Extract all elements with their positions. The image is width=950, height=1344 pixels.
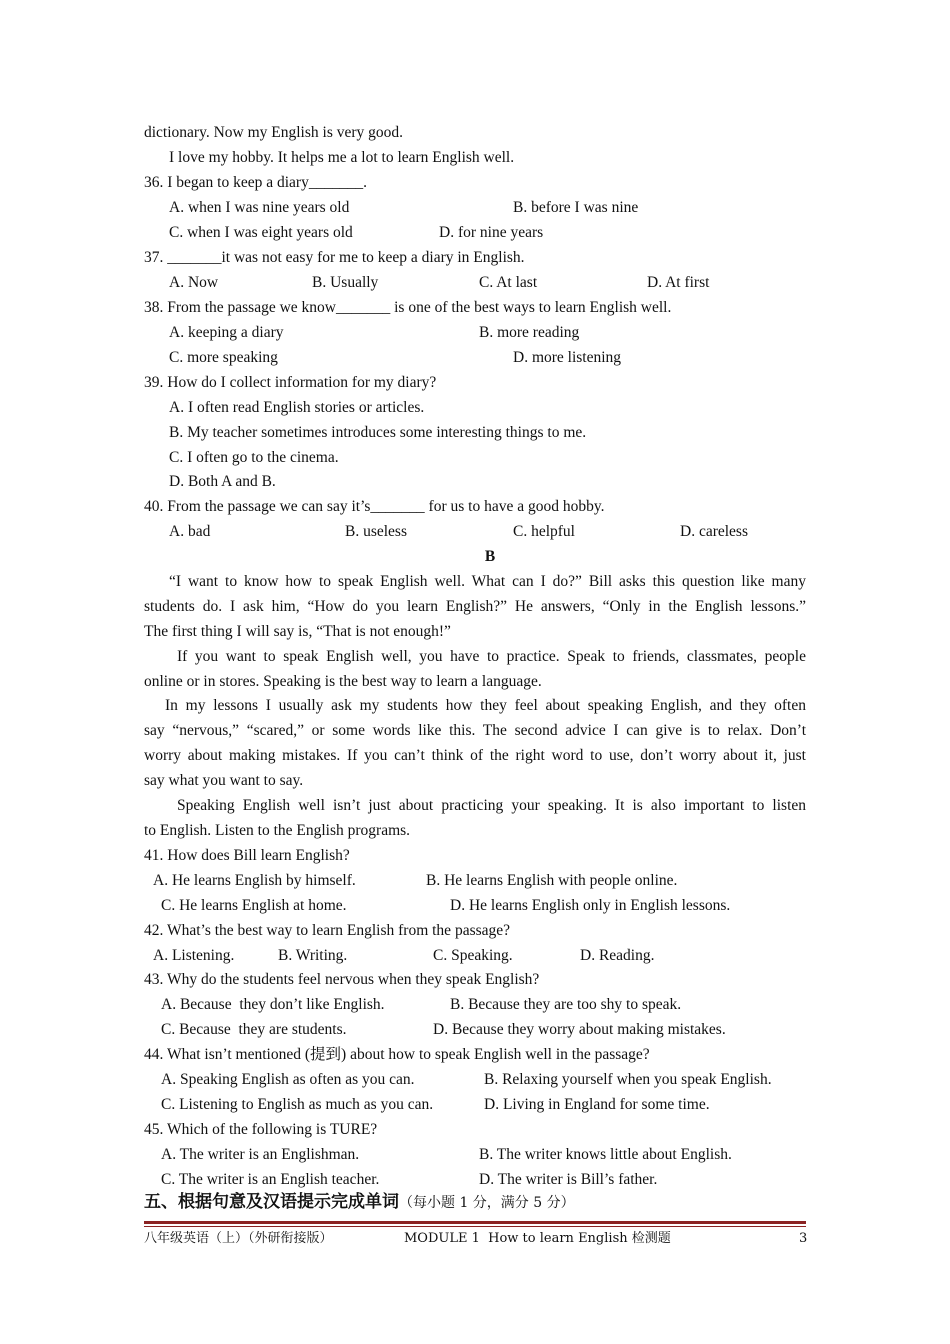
option-d: D. Reading.: [580, 947, 655, 964]
question-38-stem: 38. From the passage we know_______ is one of the best ways to learn English well.: [144, 299, 672, 316]
option-d: D. Both A and B.: [169, 473, 276, 490]
footer-left: 八年级英语（上）（外研衔接版）: [144, 1231, 333, 1246]
option-b: B. Writing.: [278, 947, 348, 964]
question-44-stem: 44. What isn’t mentioned (提到) about how to speak English well in the passage?: [144, 1046, 650, 1063]
passage-b-line: worry about making mistakes. If you can’t think of the right word to use, don’t worry about it, just: [144, 747, 806, 764]
option-b: B. The writer knows little about English.: [479, 1146, 732, 1163]
option-c: C. At last: [479, 274, 538, 291]
option-c: C. helpful: [513, 523, 575, 540]
question-36-stem: 36. I began to keep a diary_______.: [144, 174, 367, 191]
passage-b-line: The first thing I will say is, “That is not enough!”: [144, 623, 451, 640]
option-a: A. bad: [169, 523, 211, 540]
question-41-stem: 41. How does Bill learn English?: [144, 847, 350, 864]
section-5-note: （每小题 1 分，满分 5 分）: [399, 1195, 575, 1211]
option-a: A. Speaking English as often as you can.: [161, 1071, 415, 1088]
question-42-stem: 42. What’s the best way to learn English from the passage?: [144, 922, 511, 939]
section-b-title: B: [484, 548, 496, 565]
page-number: 3: [799, 1231, 808, 1246]
passage-b-line: “I want to know how to speak English well. What can I do?” Bill asks this question like many: [169, 573, 806, 590]
passage-a-line: I love my hobby. It helps me a lot to learn English well.: [169, 149, 515, 166]
option-c: C. He learns English at home.: [161, 897, 347, 914]
option-c: C. more speaking: [169, 349, 278, 366]
question-43-stem: 43. Why do the students feel nervous when they speak English?: [144, 971, 540, 988]
option-d: D. careless: [680, 523, 748, 540]
option-b: B. My teacher sometimes introduces some interesting things to me.: [169, 424, 587, 441]
passage-a-line: dictionary. Now my English is very good.: [144, 124, 404, 141]
passage-b-line: say what you want to say.: [144, 772, 304, 789]
passage-b-line: to English. Listen to the English programs.: [144, 822, 411, 839]
question-39-stem: 39. How do I collect information for my diary?: [144, 374, 437, 391]
option-b: B. more reading: [479, 324, 580, 341]
footer-rule-thin: [144, 1226, 806, 1227]
option-b: B. Relaxing yourself when you speak English.: [484, 1071, 772, 1088]
option-a: A. He learns English by himself.: [153, 872, 356, 889]
option-a: A. The writer is an Englishman.: [161, 1146, 360, 1163]
option-c: C. when I was eight years old: [169, 224, 353, 241]
footer-rule-thick: [144, 1221, 806, 1224]
option-d: D. more listening: [513, 349, 622, 366]
option-c: C. The writer is an English teacher.: [161, 1171, 380, 1188]
passage-b-line: In my lessons I usually ask my students how they feel about speaking English, and they often: [165, 697, 806, 714]
option-c: C. Because they are students.: [161, 1021, 347, 1038]
option-a: A. I often read English stories or articles.: [169, 399, 425, 416]
option-a: A. Listening.: [153, 947, 235, 964]
passage-b-line: online or in stores. Speaking is the best way to learn a language.: [144, 673, 542, 690]
option-b: B. He learns English with people online.: [426, 872, 678, 889]
option-c: C. Speaking.: [433, 947, 513, 964]
passage-b-line: students do. I ask him, “How do you learn English?” He answers, “Only in the English lessons.”: [144, 598, 806, 615]
option-a: A. keeping a diary: [169, 324, 284, 341]
option-b: B. Because they are too shy to speak.: [450, 996, 682, 1013]
option-b: B. useless: [345, 523, 407, 540]
question-37-stem: 37. _______it was not easy for me to keep a diary in English.: [144, 249, 525, 266]
option-a: A. Now: [169, 274, 219, 291]
option-d: D. Living in England for some time.: [484, 1096, 710, 1113]
option-b: B. before I was nine: [513, 199, 639, 216]
passage-b-line: say “nervous,” “scared,” or some words like this. The second advice I can give is to relax. Don’t: [144, 722, 806, 739]
option-d: D. The writer is Bill’s father.: [479, 1171, 658, 1188]
option-d: D. He learns English only in English lessons.: [450, 897, 731, 914]
option-a: A. Because they don’t like English.: [161, 996, 385, 1013]
section-5-heading: [144, 1192, 575, 1213]
option-d: D. Because they worry about making mistakes.: [433, 1021, 726, 1038]
option-c: C. Listening to English as much as you can.: [161, 1096, 434, 1113]
passage-b-line: If you want to speak English well, you have to practice. Speak to friends, classmates, people: [177, 648, 806, 665]
question-45-stem: 45. Which of the following is TURE?: [144, 1121, 378, 1138]
question-40-stem: 40. From the passage we can say it’s_______ for us to have a good hobby.: [144, 498, 605, 515]
section-5-title: 五、根据句意及汉语提示完成单词: [144, 1192, 399, 1212]
option-d: D. for nine years: [439, 224, 544, 241]
option-b: B. Usually: [312, 274, 379, 291]
option-a: A. when I was nine years old: [169, 199, 350, 216]
option-d: D. At first: [647, 274, 710, 291]
option-c: C. I often go to the cinema.: [169, 449, 339, 466]
passage-b-line: Speaking English well isn’t just about practicing your speaking. It is also important to listen: [177, 797, 806, 814]
footer-center: MODULE 1 How to learn English 检测题: [404, 1231, 671, 1246]
